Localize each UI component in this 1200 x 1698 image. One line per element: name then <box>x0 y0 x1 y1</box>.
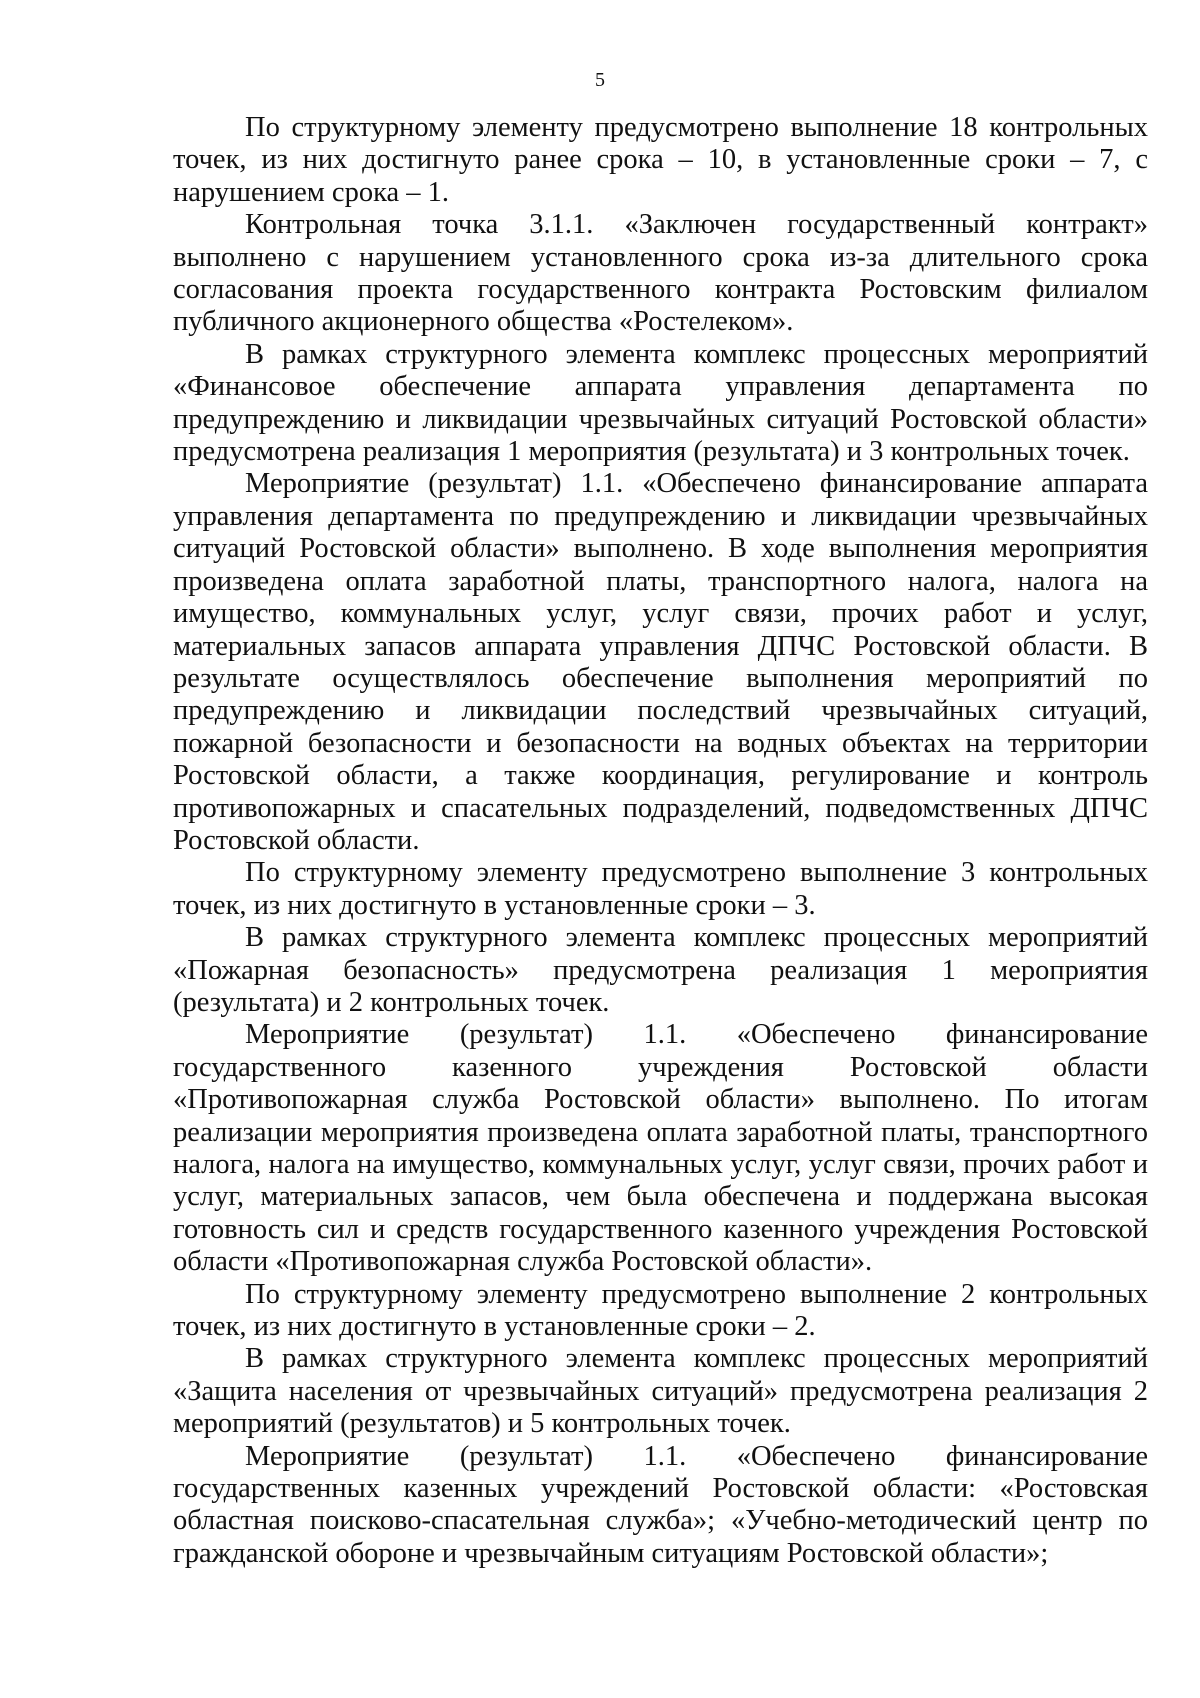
paragraph-fire-safety-complex: В рамках структурного элемента комплекс процессных мероприятий «Пожарная безопасность» предусмотрена реализация 1 мероприятия (результата) и 2 контрольных точек. <box>173 922 1148 1018</box>
paragraph-financial-support-complex: В рамках структурного элемента комплекс процессных мероприятий «Финансовое обеспечение аппарата управления департамента по предупреждению и ликвидации чрезвычайных ситуаций Ростовской области» предусмотрена реализация 1 мероприятия (результата) и 3 контрольных точек. <box>173 338 1148 468</box>
paragraph-measure-1-1-fire-service: Мероприятие (результат) 1.1. «Обеспечено финансирование государственного казенного учреждения Ростовской области «Противопожарная служба Ростовской области» выполнено. По итогам реализации мероприятия произведена оплата заработной платы, транспортного налога, налога на имущество, коммунальных услуг, услуг связи, прочих работ и услуг, материальных запасов, чем была обеспечена и поддержана высокая готовность сил и средств государственного казенного учреждения Ростовской области «Противопожарная служба Ростовской области». <box>173 1019 1148 1278</box>
paragraph-population-protection-complex: В рамках структурного элемента комплекс процессных мероприятий «Защита населения от чрезвычайных ситуаций» предусмотрена реализация 2 мероприятий (результатов) и 5 контрольных точек. <box>173 1343 1148 1440</box>
paragraph-control-points-summary-1: По структурному элементу предусмотрено выполнение 18 контрольных точек, из них достигнуто ранее срока – 10, в установленные сроки – 7, с нарушением срока – 1. <box>173 112 1148 208</box>
paragraph-control-point-3-1-1: Контрольная точка 3.1.1. «Заключен государственный контракт» выполнено с нарушением установленного срока из-за длительного срока согласования проекта государственного контракта Ростовским филиалом публичного акционерного общества «Ростелеком». <box>173 209 1148 338</box>
document-body <box>173 112 1148 1570</box>
paragraph-control-points-summary-3: По структурному элементу предусмотрено выполнение 2 контрольных точек, из них достигнуто в установленные сроки – 2. <box>173 1278 1148 1343</box>
paragraph-control-points-summary-2: По структурному элементу предусмотрено выполнение 3 контрольных точек, из них достигнуто в установленные сроки – 3. <box>173 857 1148 921</box>
page-number: 5 <box>595 69 605 91</box>
paragraph-measure-1-1-state-institutions: Мероприятие (результат) 1.1. «Обеспечено финансирование государственных казенных учреждений Ростовской области: «Ростовская областная поисково-спасательная служба»; «Учебно-методический центр по гражданской обороне и чрезвычайным ситуациям Ростовской области»; <box>173 1440 1148 1569</box>
paragraph-measure-1-1-financing-apparatus: Мероприятие (результат) 1.1. «Обеспечено финансирование аппарата управления департамента по предупреждению и ликвидации чрезвычайных ситуаций Ростовской области» выполнено. В ходе выполнения мероприятия произведена оплата заработной платы, транспортного налога, налога на имущество, коммунальных услуг, услуг связи, прочих работ и услуг, материальных запасов аппарата управления ДПЧС Ростовской области. В результате осуществлялось обеспечение выполнения мероприятий по предупреждению и ликвидации последствий чрезвычайных ситуаций, пожарной безопасности и безопасности на водных объектах на территории Ростовской области, а также координация, регулирование и контроль противопожарных и спасательных подразделений, подведомственных ДПЧС Ростовской области. <box>173 468 1148 856</box>
